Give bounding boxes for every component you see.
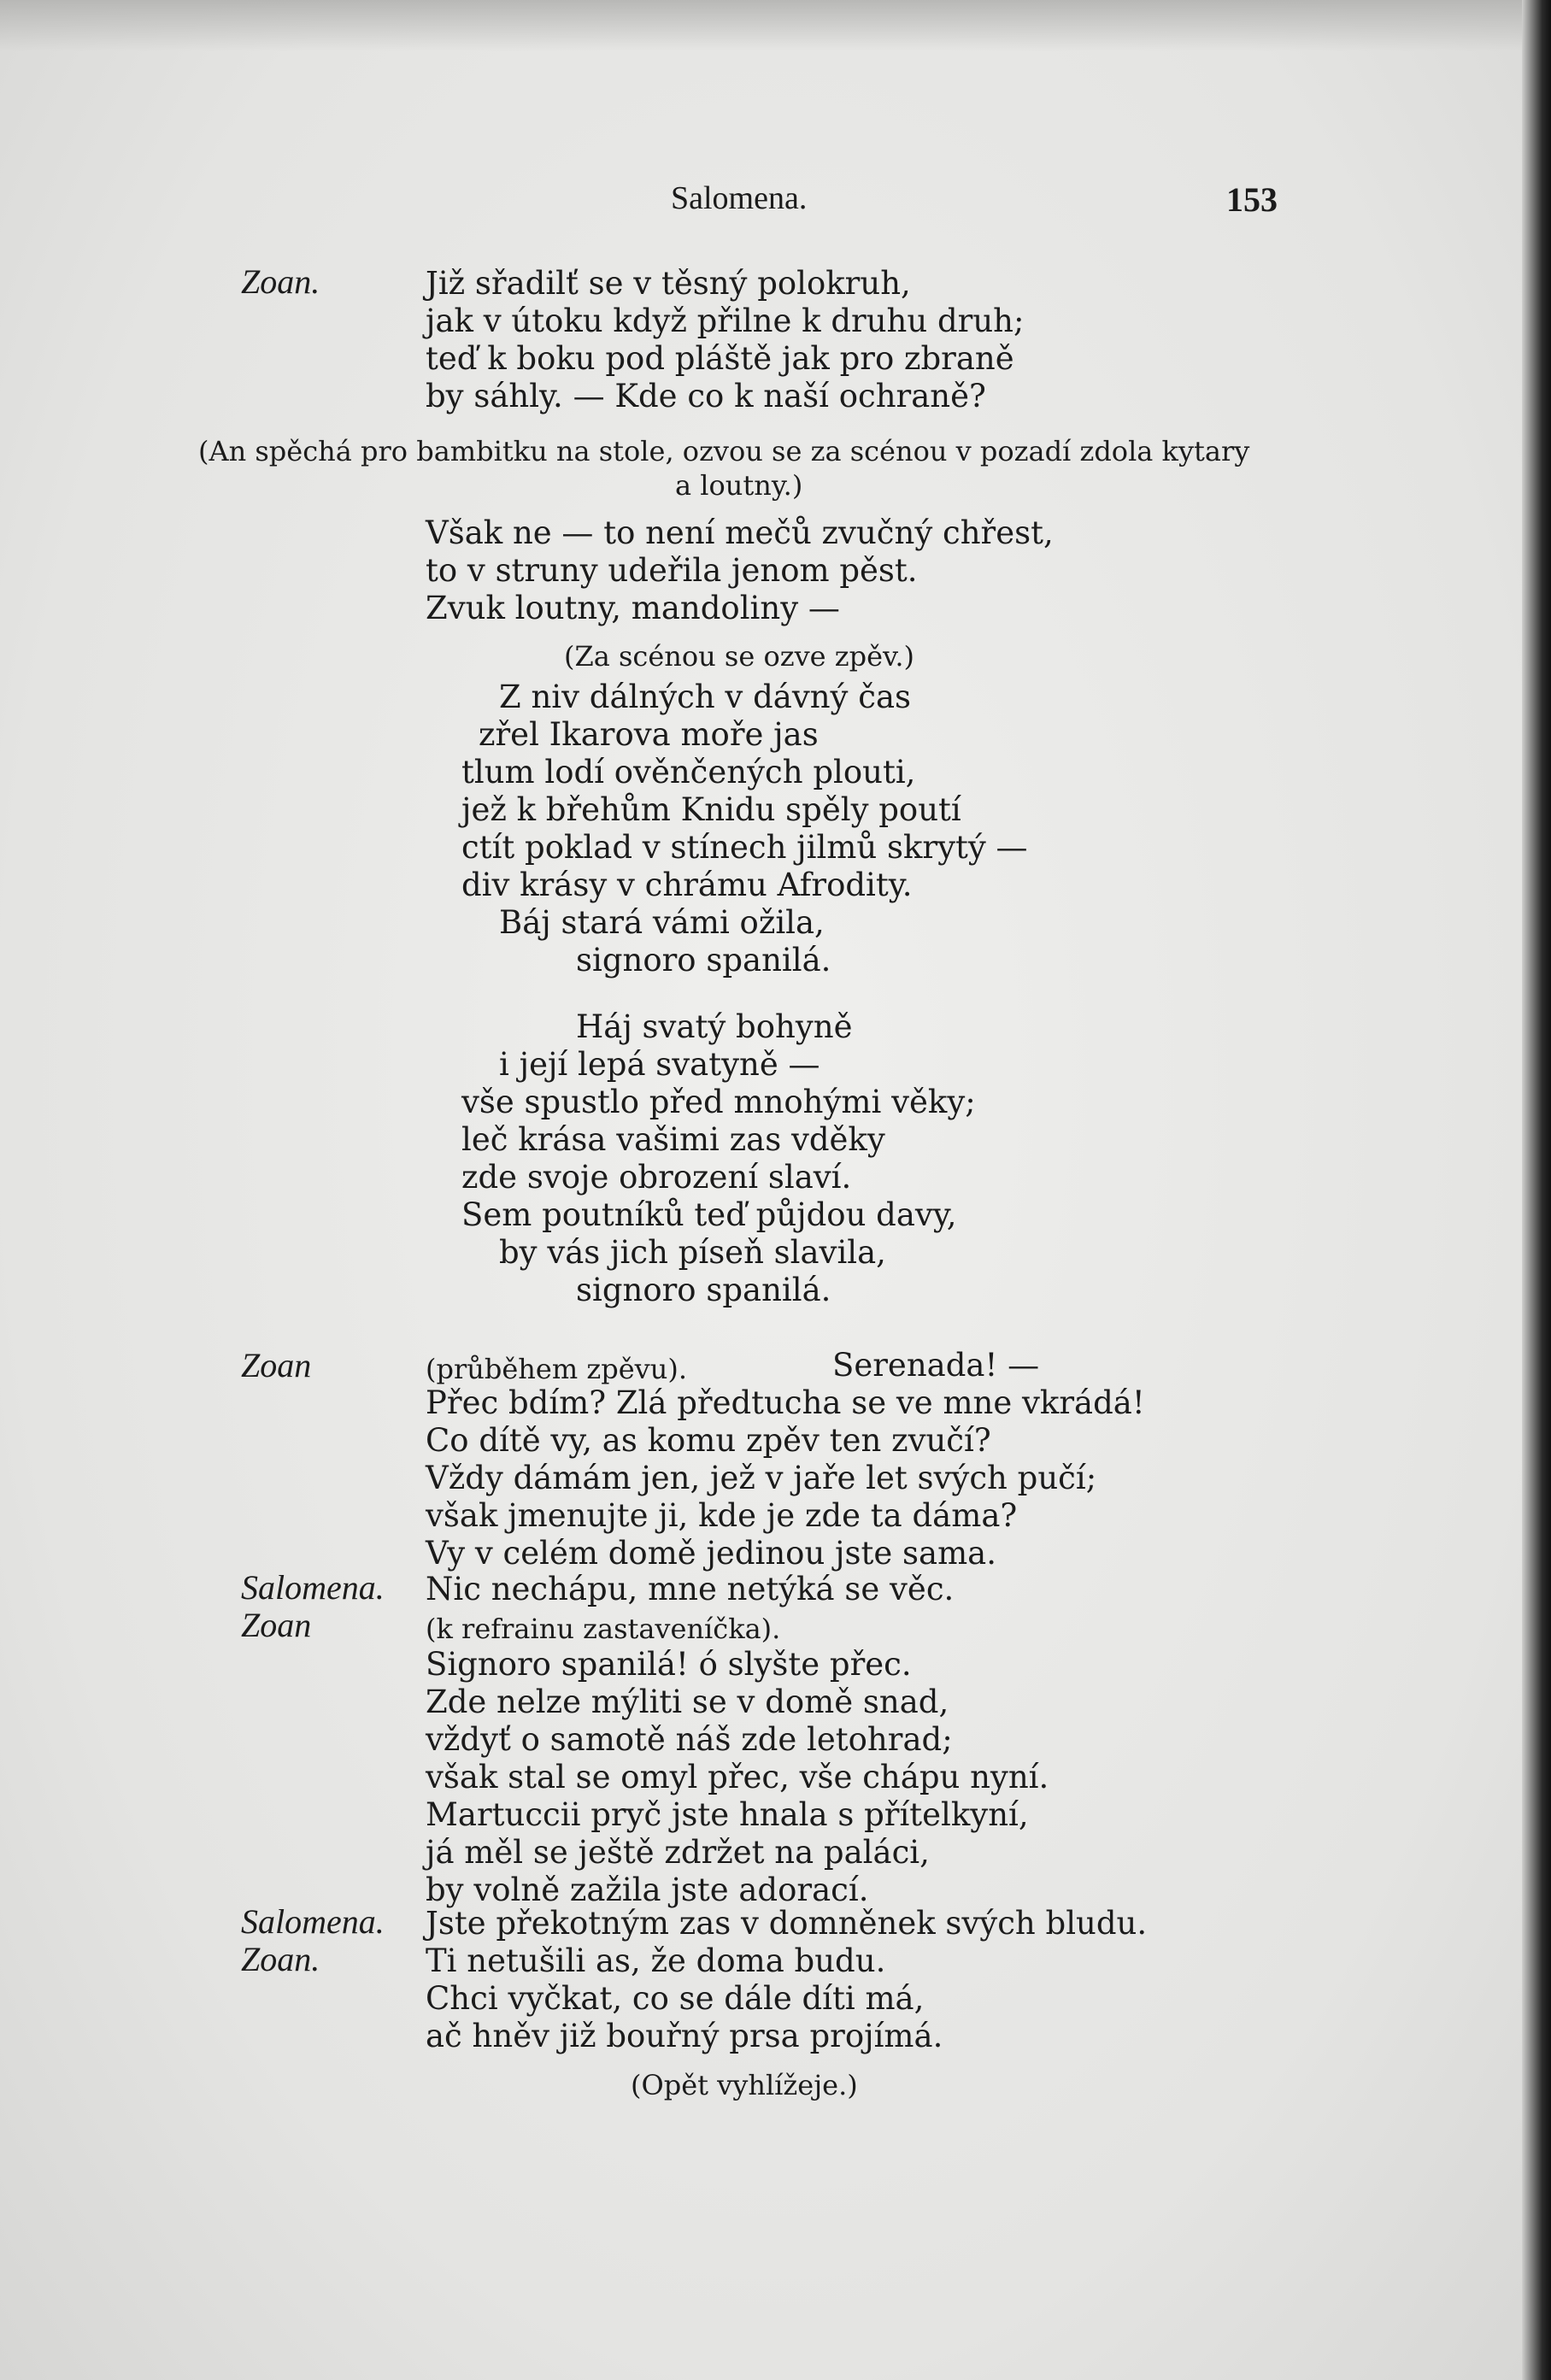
verse-line: by volně zažila jste adorací. — [426, 1872, 869, 1908]
song-line: signoro spanilá. — [576, 942, 831, 978]
song-line: vše spustlo před mnohými věky; — [461, 1084, 976, 1120]
verse-line: Vy v celém domě jedinou jste sama. — [426, 1535, 996, 1572]
song-line: jež k břehům Knidu spěly poutí — [461, 791, 961, 828]
song-line: zde svoje obrození slaví. — [461, 1159, 852, 1196]
verse-line: Zde nelze mýliti se v domě snad, — [426, 1684, 949, 1720]
verse-line: jak v útoku když přilne k druhu druh; — [426, 303, 1025, 339]
verse-line: Přec bdím? Zlá předtucha se ve mne vkrádá! — [426, 1384, 1145, 1421]
song-line: Háj svatý bohyně — [576, 1008, 853, 1045]
page-header — [0, 179, 1551, 231]
speaker-name: Zoan — [241, 1346, 312, 1384]
stage-direction: (k refrainu zastaveníčka). — [426, 1613, 781, 1645]
song-line: Z niv dálných v dávný čas — [499, 679, 911, 715]
verse-line: Však ne — to není mečů zvučný chřest, — [426, 514, 1054, 551]
song-line: leč krása vašimi zas vděky — [461, 1121, 885, 1158]
speaker-name: Zoan. — [241, 1940, 320, 1978]
speaker-name: Salomena. — [241, 1902, 385, 1941]
verse-line: teď k boku pod pláště jak pro zbraně — [426, 340, 1014, 377]
verse-line: by sáhly. — Kde co k naší ochraně? — [426, 378, 986, 414]
page-number: 153 — [1226, 180, 1278, 219]
verse-line: Chci vyčkat, co se dále díti má, — [426, 1980, 925, 2017]
song-line: Báj stará vámi ožila, — [499, 904, 825, 941]
verse-line: Martuccii pryč jste hnala s přítelkyní, — [426, 1796, 1029, 1833]
verse-line: však jmenujte ji, kde je zde ta dáma? — [426, 1497, 1018, 1534]
page-top-shadow — [0, 0, 1551, 51]
song-line: Sem poutníků teď půjdou davy, — [461, 1196, 957, 1233]
verse-line: Ti netušili as, že doma budu. — [426, 1942, 886, 1979]
song-line: ctít poklad v stínech jilmů skrytý — — [461, 829, 1028, 866]
verse-line: Nic nechápu, mne netýká se věc. — [426, 1571, 955, 1607]
song-line: zřel Ikarova moře jas — [479, 716, 819, 753]
song-line: signoro spanilá. — [576, 1272, 831, 1308]
song-line: tlum lodí ověnčených plouti, — [461, 754, 916, 790]
song-line: by vás jich píseň slavila, — [499, 1234, 886, 1271]
verse-line: však stal se omyl přec, vše chápu nyní. — [426, 1759, 1049, 1795]
stage-direction: a loutny.) — [675, 469, 803, 502]
verse-line: Již sřadilť se v těsný polokruh, — [426, 265, 911, 302]
verse-line: vždyť o samotě náš zde letohrad; — [426, 1721, 953, 1758]
speaker-name: Salomena. — [241, 1568, 385, 1607]
stage-direction: (An spěchá pro bambitku na stole, ozvou se za scénou v pozadí zdola kytary — [198, 435, 1250, 467]
verse-line: Zvuk loutny, mandoliny — — [426, 590, 840, 626]
verse-line: Co dítě vy, as komu zpěv ten zvučí? — [426, 1422, 991, 1459]
stage-direction: (Opět vyhlížeje.) — [631, 2069, 858, 2101]
song-line: i její lepá svatyně — — [499, 1046, 820, 1083]
verse-line: Vždy dámám jen, jež v jaře let svých pučí; — [426, 1460, 1097, 1496]
verse-line: Jste překotným zas v domněnek svých bludu. — [426, 1905, 1148, 1942]
verse-line: ač hněv již bouřný prsa projímá. — [426, 2018, 943, 2054]
stage-direction: (průběhem zpěvu). — [426, 1353, 687, 1385]
verse-line: Signoro spanilá! ó slyšte přec. — [426, 1646, 912, 1683]
verse-line: to v struny udeřila jenom pěst. — [426, 552, 918, 589]
verse-line: já měl se ještě zdržet na paláci, — [426, 1834, 930, 1871]
speaker-name: Zoan. — [241, 262, 320, 301]
verse-line: Serenada! — — [832, 1347, 1040, 1384]
speaker-name: Zoan — [241, 1606, 312, 1644]
stage-direction: (Za scénou se ozve zpěv.) — [564, 640, 914, 673]
running-title: Salomena. — [671, 180, 808, 216]
song-line: div krásy v chrámu Afrodity. — [461, 867, 913, 903]
page-right-edge — [1522, 0, 1551, 2380]
